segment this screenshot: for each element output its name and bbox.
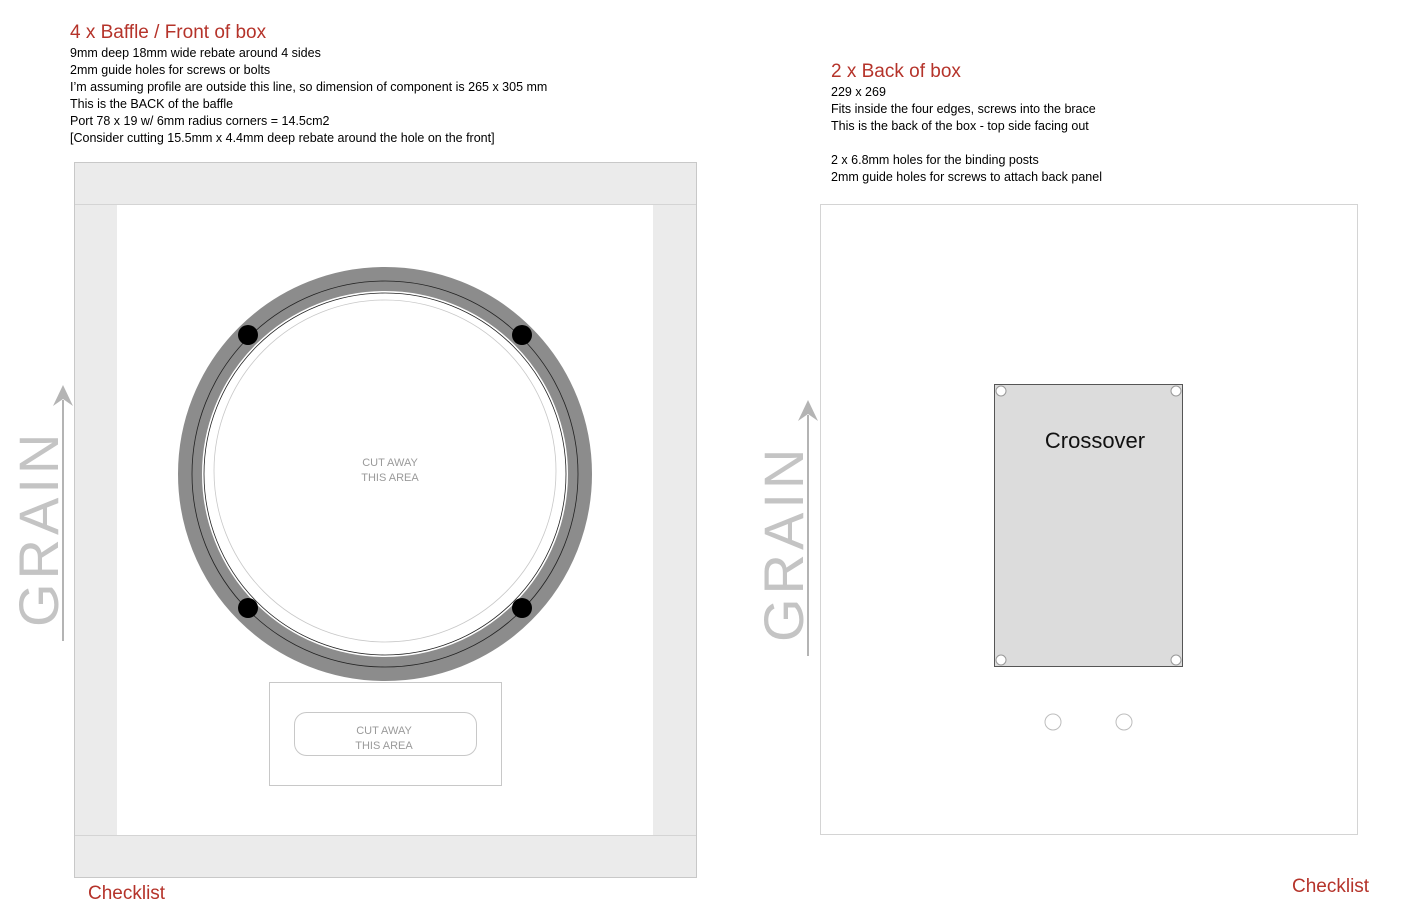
binding-post-hole [1045, 714, 1061, 730]
screw-hole [238, 325, 258, 345]
checklist-heading-left: Checklist [88, 883, 166, 904]
crossover-screw-hole [996, 386, 1006, 396]
baffle-note: Port 78 x 19 w/ 6mm radius corners = 14.5cm2 [70, 114, 330, 128]
crossover-label: Crossover [1044, 428, 1146, 453]
grain-label: GRAIN [7, 429, 70, 627]
back-note: Fits inside the four edges, screws into the brace [831, 102, 1096, 116]
crossover-screw-hole [996, 655, 1006, 665]
back-note: This is the back of the box - top side facing out [831, 119, 1089, 133]
checklist-heading-right: Checklist [1292, 876, 1370, 897]
back-title: 2 x Back of box [831, 61, 961, 82]
baffle-note: 9mm deep 18mm wide rebate around 4 sides [70, 46, 321, 60]
grain-label: GRAIN [752, 444, 815, 642]
baffle-note: 2mm guide holes for screws or bolts [70, 63, 271, 77]
back-note: 2 x 6.8mm holes for the binding posts [831, 153, 1039, 167]
back-grain-indicator [752, 400, 818, 656]
screw-hole [238, 598, 258, 618]
baffle-grain-indicator [7, 385, 73, 641]
baffle-note: [Consider cutting 15.5mm x 4.4mm deep rebate around the hole on the front] [70, 131, 495, 145]
crossover-board [995, 385, 1183, 667]
baffle-note: I’m assuming profile are outside this line, so dimension of component is 265 x 305 mm [70, 80, 548, 94]
back-panel [821, 205, 1358, 835]
cutout-label: CUT AWAY [362, 457, 418, 469]
binding-post-hole [1116, 714, 1132, 730]
crossover-screw-hole [1171, 655, 1181, 665]
baffle-title: 4 x Baffle / Front of box [70, 22, 267, 43]
port-label: THIS AREA [355, 740, 413, 752]
back-note: 229 x 269 [831, 85, 886, 99]
screw-hole [512, 598, 532, 618]
screw-hole [512, 325, 532, 345]
cutout-label: THIS AREA [361, 472, 419, 484]
baffle-panel [75, 163, 697, 878]
back-note: 2mm guide holes for screws to attach back panel [831, 170, 1102, 184]
baffle-note: This is the BACK of the baffle [70, 97, 234, 111]
crossover-screw-hole [1171, 386, 1181, 396]
port-label: CUT AWAY [356, 725, 412, 737]
